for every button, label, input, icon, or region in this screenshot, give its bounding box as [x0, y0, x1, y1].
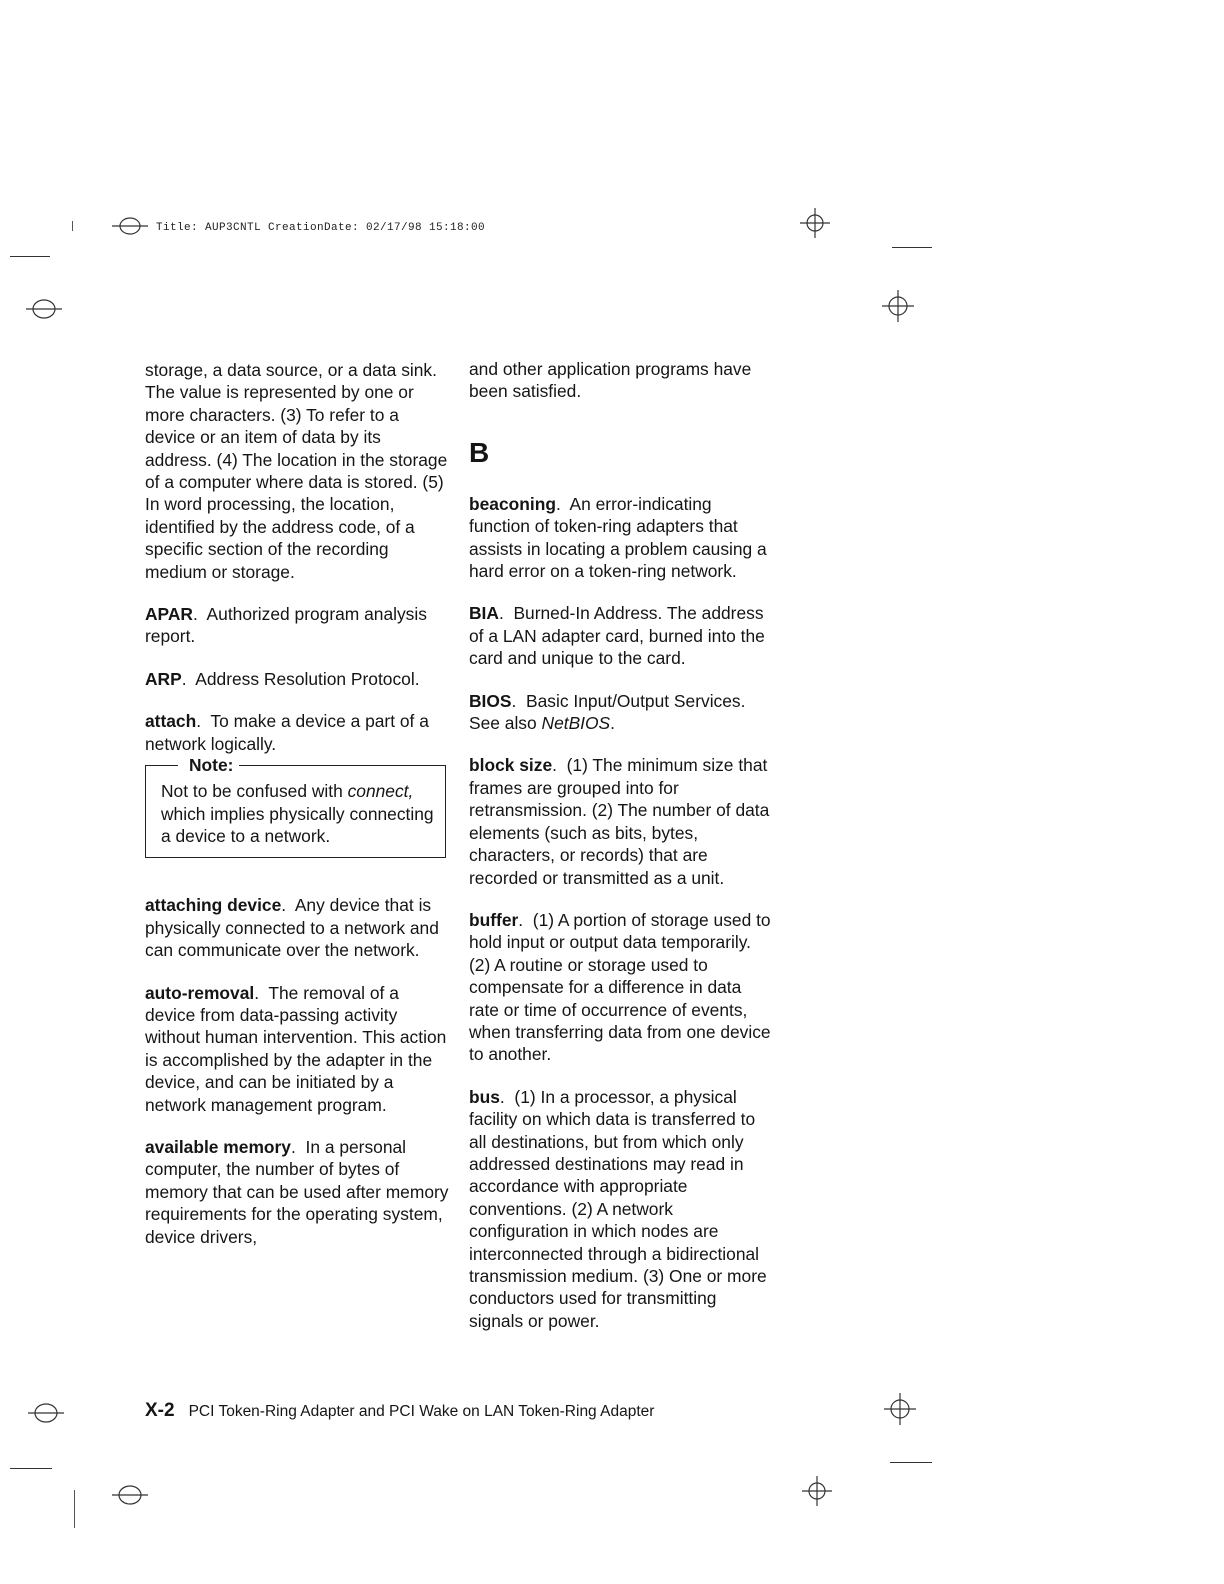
- glossary-definition: Authorized program analysis report.: [145, 604, 427, 647]
- trim-line: [892, 247, 932, 248]
- glossary-term: beaconing: [469, 493, 556, 514]
- term-separator: .: [555, 493, 570, 514]
- right-column: [469, 358, 775, 1352]
- term-separator: .: [511, 690, 527, 711]
- trim-tick: [74, 1490, 75, 1528]
- glossary-term: buffer: [469, 909, 519, 930]
- term-separator: .: [196, 711, 211, 732]
- glossary-entry: [469, 690, 775, 735]
- glossary-entry: [145, 982, 451, 1116]
- glossary-term: BIA: [469, 603, 499, 624]
- continued-definition: storage, a data source, or a data sink. The value is represented by one or more characters. (3) To refer to a device or an item of data by its address. (4) The location in the storage of a computer where data is stored. (5) In word processing, the location, identified by the address code, of a specific section of the recording medium or storage.: [145, 360, 448, 582]
- sentence-end: .: [610, 713, 615, 734]
- glossary-definition: (1) In a processor, a physical facility on which data is transferred to all destinations, but from which only addressed destinations may read in accordance with appropriate conventions. (2) A network configuration in which nodes are interconnected through a bidirectional transmission medium. (3) One or more conductors used for transmitting signals or power.: [469, 1086, 767, 1331]
- glossary-entry: [145, 668, 451, 690]
- term-separator: .: [518, 909, 533, 930]
- glossary-entry: [469, 493, 775, 583]
- note-box: [145, 755, 446, 858]
- term-separator: .: [499, 1086, 515, 1107]
- page-footer: [145, 1400, 654, 1423]
- glossary-definition: (1) A portion of storage used to hold input or output data temporarily. (2) A routine or storage used to compensate for a difference in data rate or time of occurrence of events, when transferring data from one device to another.: [469, 909, 771, 1065]
- glossary-definition: (1) The minimum size that frames are grouped into for retransmission. (2) The number of data elements (such as bits, bytes, characters, or records) that are recorded or transmitted as a unit.: [469, 755, 770, 888]
- registration-mark-icon: [800, 208, 830, 238]
- registration-mark-icon: [26, 296, 62, 322]
- page-number: X-2: [145, 1400, 175, 1421]
- registration-mark-icon: [28, 1400, 64, 1426]
- registration-mark-icon: [884, 1393, 916, 1425]
- term-separator: .: [290, 1136, 306, 1157]
- glossary-term: block size: [469, 755, 553, 776]
- continued-definition: and other application programs have been satisfied.: [469, 359, 752, 402]
- glossary-definition: Any device that is physically connected to a network and can communicate over the network.: [145, 895, 439, 961]
- glossary-entry: [145, 603, 451, 648]
- glossary-term: APAR: [145, 604, 193, 625]
- glossary-entry: [145, 710, 451, 755]
- note-text-italic: connect,: [347, 781, 414, 802]
- glossary-definition: Address Resolution Protocol.: [195, 668, 420, 689]
- glossary-term: attach: [145, 711, 197, 732]
- term-separator: .: [181, 668, 196, 689]
- glossary-definition: Basic Input/Output Services. See also: [469, 690, 746, 734]
- glossary-definition: In a personal computer, the number of bytes of memory that can be used after memory requirements for the operating system, device drivers,: [145, 1136, 449, 1247]
- book-title: PCI Token-Ring Adapter and PCI Wake on LAN Token-Ring Adapter: [188, 1403, 655, 1420]
- registration-mark-icon: [112, 214, 148, 238]
- note-text: Not to be confused with: [161, 781, 348, 802]
- term-separator: .: [498, 603, 514, 624]
- glossary-definition: An error-indicating function of token-ring adapters that assists in locating a problem causing a hard error on a token-ring network.: [469, 493, 767, 582]
- glossary-term: ARP: [145, 668, 182, 689]
- cross-reference: NetBIOS: [541, 713, 611, 734]
- glossary-entry: [469, 602, 775, 669]
- registration-mark-icon: [802, 1476, 832, 1506]
- section-heading: B: [469, 436, 490, 468]
- glossary-term: BIOS: [469, 690, 512, 711]
- glossary-entry: [469, 754, 775, 888]
- glossary-term: auto-removal: [145, 982, 255, 1003]
- left-column: [145, 359, 451, 1268]
- trim-tick: [72, 221, 73, 231]
- trim-line: [10, 256, 50, 257]
- glossary-definition: To make a device a part of a network logically.: [145, 711, 429, 754]
- print-header: Title: AUP3CNTL CreationDate: 02/17/98 15:18:00: [156, 222, 486, 234]
- glossary-definition: The removal of a device from data-passing activity without human intervention. This action is accomplished by the adapter in the device, and can be initiated by a network management program.: [145, 982, 447, 1115]
- glossary-definition: Burned-In Address. The address of a LAN adapter card, burned into the card and unique to the card.: [469, 603, 765, 669]
- term-separator: .: [193, 604, 207, 625]
- glossary-term: available memory: [145, 1136, 291, 1157]
- term-separator: .: [552, 755, 567, 776]
- glossary-term: attaching device: [145, 895, 282, 916]
- note-text: which implies physically connecting a device to a network.: [161, 803, 434, 846]
- trim-line: [10, 1468, 52, 1469]
- registration-mark-icon: [112, 1482, 148, 1508]
- note-label: Note:: [178, 755, 239, 775]
- trim-line: [890, 1462, 932, 1463]
- glossary-entry: [469, 1086, 775, 1332]
- glossary-term: bus: [469, 1086, 500, 1107]
- term-separator: .: [281, 895, 295, 916]
- glossary-entry: [145, 894, 451, 961]
- term-separator: .: [254, 982, 269, 1003]
- glossary-entry: [145, 1136, 451, 1248]
- registration-mark-icon: [882, 290, 914, 322]
- glossary-entry: [469, 909, 775, 1066]
